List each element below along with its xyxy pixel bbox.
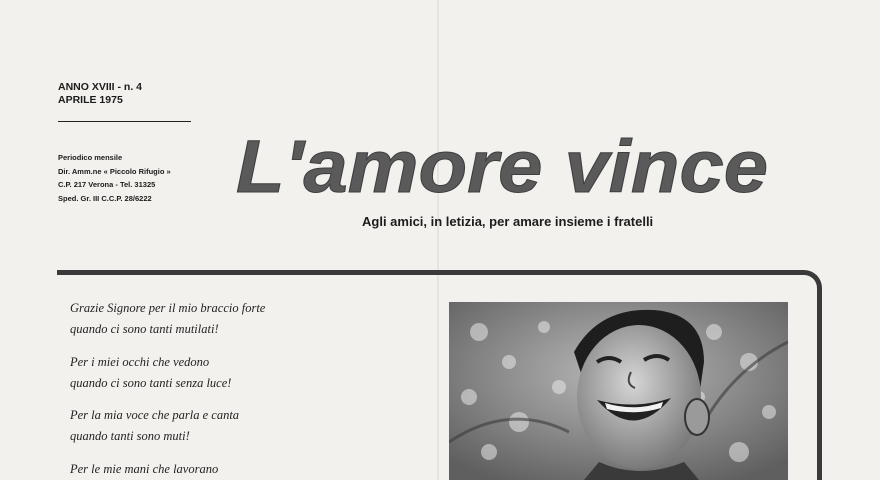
publisher-info xyxy=(58,151,171,205)
masthead-tagline: Agli amici, in letizia, per amare insieme i fratelli xyxy=(362,214,654,229)
poem-line: quando ci sono tanti mutilati! xyxy=(70,322,219,337)
poem-line: Per la mia voce che parla e canta xyxy=(70,408,240,423)
masthead-title: L'amore vince xyxy=(236,125,768,208)
publisher-admin: Dir. Amm.ne « Piccolo Rifugio » xyxy=(58,166,171,176)
publisher-shipping: Sped. Gr. III C.C.P. 28/6222 xyxy=(58,193,152,203)
poem-line: quando tanti sono muti! xyxy=(70,429,190,444)
poem-line: Per i miei occhi che vedono xyxy=(70,354,210,369)
poem-line: Per le mie mani che lavorano xyxy=(70,461,219,476)
poem xyxy=(70,298,265,480)
issue-date: APRILE 1975 xyxy=(58,94,123,106)
divider-rule xyxy=(58,121,191,122)
poem-line: quando ci sono tanti senza luce! xyxy=(70,375,232,390)
smiling-child-photo xyxy=(449,302,788,480)
poem-line: Grazie Signore per il mio braccio forte xyxy=(70,301,266,315)
publisher-address: C.P. 217 Verona - Tel. 31325 xyxy=(58,180,156,189)
issue-info xyxy=(58,81,142,107)
publisher-periodicity: Periodico mensile xyxy=(58,153,123,162)
issue-year-number: ANNO XVIII - n. 4 xyxy=(58,81,143,93)
masthead xyxy=(232,106,772,216)
